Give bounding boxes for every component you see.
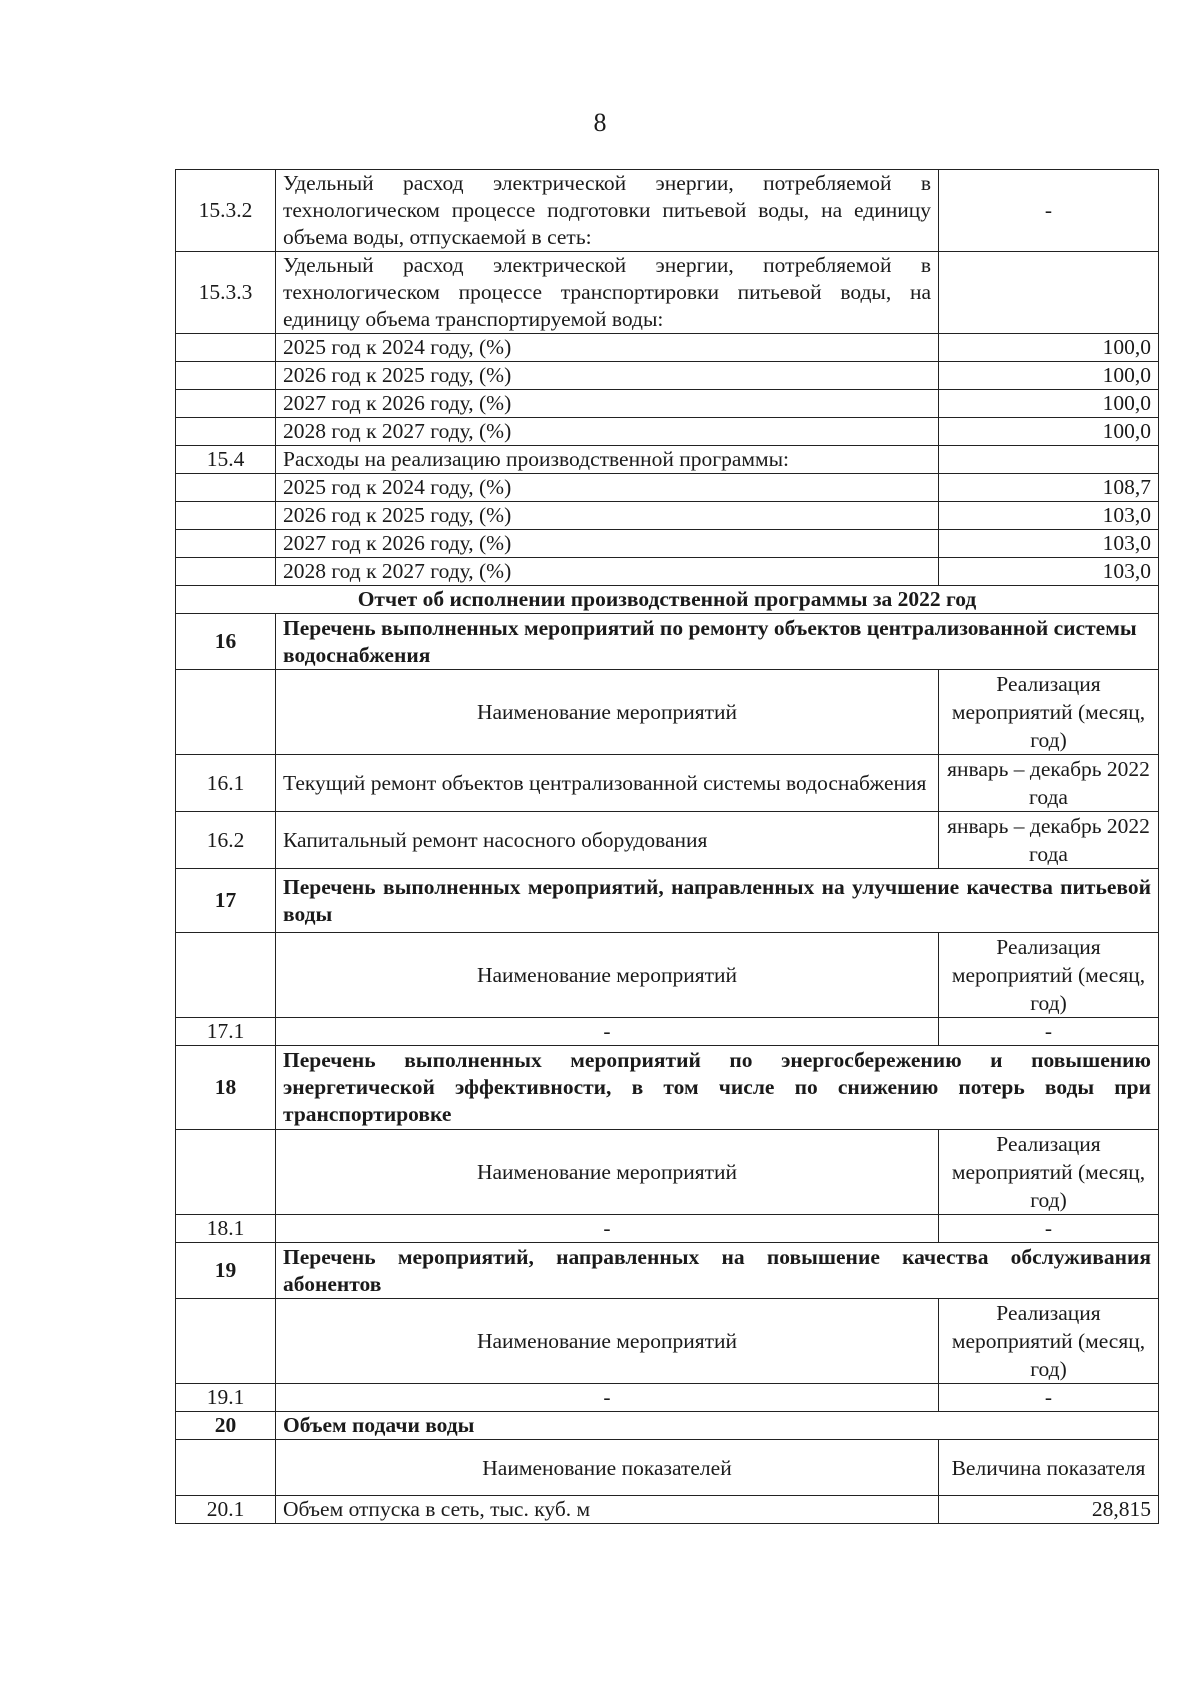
- page-number: 8: [593, 108, 607, 137]
- row-text: 2027 год к 2026 году, (%): [276, 530, 939, 558]
- column-header-implementation: Реализация мероприятий (месяц, год): [939, 1130, 1159, 1215]
- row-number: 19.1: [176, 1384, 276, 1412]
- row-value: [939, 252, 1159, 334]
- column-header-implementation: Реализация мероприятий (месяц, год): [939, 1299, 1159, 1384]
- row-value: -: [939, 1018, 1159, 1046]
- section-row: [176, 869, 1159, 933]
- table-row: [176, 252, 1159, 334]
- row-period: январь – декабрь 2022 года: [939, 755, 1159, 812]
- column-header-row: [176, 933, 1159, 1018]
- section-title: Перечень выполненных мероприятий по ремонту объектов централизованной системы водоснабжения: [276, 614, 1159, 670]
- row-number: [176, 558, 276, 586]
- table-row: [176, 755, 1159, 812]
- row-period: январь – декабрь 2022 года: [939, 812, 1159, 869]
- row-text: 2025 год к 2024 году, (%): [276, 334, 939, 362]
- table-row: [176, 558, 1159, 586]
- row-value: [939, 446, 1159, 474]
- row-number: [176, 670, 276, 755]
- column-header-name: Наименование мероприятий: [276, 1299, 939, 1384]
- row-number: [176, 933, 276, 1018]
- row-number: [176, 502, 276, 530]
- row-number: 16.2: [176, 812, 276, 869]
- row-number: [176, 390, 276, 418]
- section-row: [176, 1412, 1159, 1440]
- row-value: 100,0: [939, 418, 1159, 446]
- column-header-name: Наименование мероприятий: [276, 933, 939, 1018]
- row-number: 16.1: [176, 755, 276, 812]
- row-value: -: [939, 170, 1159, 252]
- column-header-value: Величина показателя: [939, 1440, 1159, 1496]
- row-text: -: [276, 1384, 939, 1412]
- section-title: Объем подачи воды: [276, 1412, 1159, 1440]
- row-text: Расходы на реализацию производственной программы:: [276, 446, 939, 474]
- table-row: [176, 1018, 1159, 1046]
- row-number: 15.4: [176, 446, 276, 474]
- row-text: -: [276, 1018, 939, 1046]
- column-header-name: Наименование мероприятий: [276, 670, 939, 755]
- row-number: [176, 1440, 276, 1496]
- table-row: [176, 362, 1159, 390]
- row-text: 2025 год к 2024 году, (%): [276, 474, 939, 502]
- row-text: 2026 год к 2025 году, (%): [276, 362, 939, 390]
- row-value: -: [939, 1384, 1159, 1412]
- row-value: 103,0: [939, 502, 1159, 530]
- row-number: [176, 1130, 276, 1215]
- program-table: [175, 169, 1159, 1524]
- table-row: [176, 1496, 1159, 1524]
- table-row: [176, 502, 1159, 530]
- row-value: 100,0: [939, 362, 1159, 390]
- row-value: 28,815: [939, 1496, 1159, 1524]
- section-number: 20: [176, 1412, 276, 1440]
- table-row: [176, 1215, 1159, 1243]
- row-number: [176, 334, 276, 362]
- table-row: [176, 334, 1159, 362]
- report-title-row: [176, 586, 1159, 614]
- section-number: 16: [176, 614, 276, 670]
- section-number: 18: [176, 1046, 276, 1130]
- row-value: -: [939, 1215, 1159, 1243]
- row-text: Удельный расход электрической энергии, потребляемой в технологическом процессе транспортировки питьевой воды, на единицу объема транспортируемой воды:: [276, 252, 939, 334]
- table-row: [176, 446, 1159, 474]
- column-header-row: [176, 1130, 1159, 1215]
- section-title: Перечень мероприятий, направленных на повышение качества обслуживания абонентов: [276, 1243, 1159, 1299]
- column-header-row: [176, 1440, 1159, 1496]
- column-header-implementation: Реализация мероприятий (месяц, год): [939, 933, 1159, 1018]
- table-row: [176, 530, 1159, 558]
- row-number: 15.3.2: [176, 170, 276, 252]
- section-row: [176, 1046, 1159, 1130]
- row-text: Удельный расход электрической энергии, потребляемой в технологическом процессе подготовки питьевой воды, на единицу объема воды, отпускаемой в сеть:: [276, 170, 939, 252]
- table-row: [176, 1384, 1159, 1412]
- column-header-name: Наименование мероприятий: [276, 1130, 939, 1215]
- column-header-implementation: Реализация мероприятий (месяц, год): [939, 670, 1159, 755]
- row-value: 103,0: [939, 558, 1159, 586]
- table-row: [176, 170, 1159, 252]
- row-text: Объем отпуска в сеть, тыс. куб. м: [276, 1496, 939, 1524]
- section-row: [176, 614, 1159, 670]
- table-row: [176, 812, 1159, 869]
- column-header-name: Наименование показателей: [276, 1440, 939, 1496]
- row-text: 2028 год к 2027 году, (%): [276, 418, 939, 446]
- column-header-row: [176, 670, 1159, 755]
- row-text: Текущий ремонт объектов централизованной системы водоснабжения: [276, 755, 939, 812]
- table-row: [176, 390, 1159, 418]
- row-number: 18.1: [176, 1215, 276, 1243]
- row-text: 2026 год к 2025 году, (%): [276, 502, 939, 530]
- row-number: 15.3.3: [176, 252, 276, 334]
- row-number: [176, 474, 276, 502]
- table-row: [176, 474, 1159, 502]
- section-row: [176, 1243, 1159, 1299]
- row-number: [176, 530, 276, 558]
- row-number: 17.1: [176, 1018, 276, 1046]
- row-value: 100,0: [939, 390, 1159, 418]
- row-text: Капитальный ремонт насосного оборудования: [276, 812, 939, 869]
- row-text: 2027 год к 2026 году, (%): [276, 390, 939, 418]
- row-number: [176, 362, 276, 390]
- row-text: 2028 год к 2027 году, (%): [276, 558, 939, 586]
- row-text: -: [276, 1215, 939, 1243]
- row-value: 100,0: [939, 334, 1159, 362]
- row-number: [176, 418, 276, 446]
- section-number: 19: [176, 1243, 276, 1299]
- section-title: Перечень выполненных мероприятий по энергосбережению и повышению энергетической эффективности, в том числе по снижению потерь воды при транспортировке: [276, 1046, 1159, 1130]
- row-number: 20.1: [176, 1496, 276, 1524]
- row-number: [176, 1299, 276, 1384]
- column-header-row: [176, 1299, 1159, 1384]
- section-title: Перечень выполненных мероприятий, направленных на улучшение качества питьевой воды: [276, 869, 1159, 933]
- row-value: 103,0: [939, 530, 1159, 558]
- row-value: 108,7: [939, 474, 1159, 502]
- table-row: [176, 418, 1159, 446]
- report-title: Отчет об исполнении производственной программы за 2022 год: [176, 586, 1159, 614]
- section-number: 17: [176, 869, 276, 933]
